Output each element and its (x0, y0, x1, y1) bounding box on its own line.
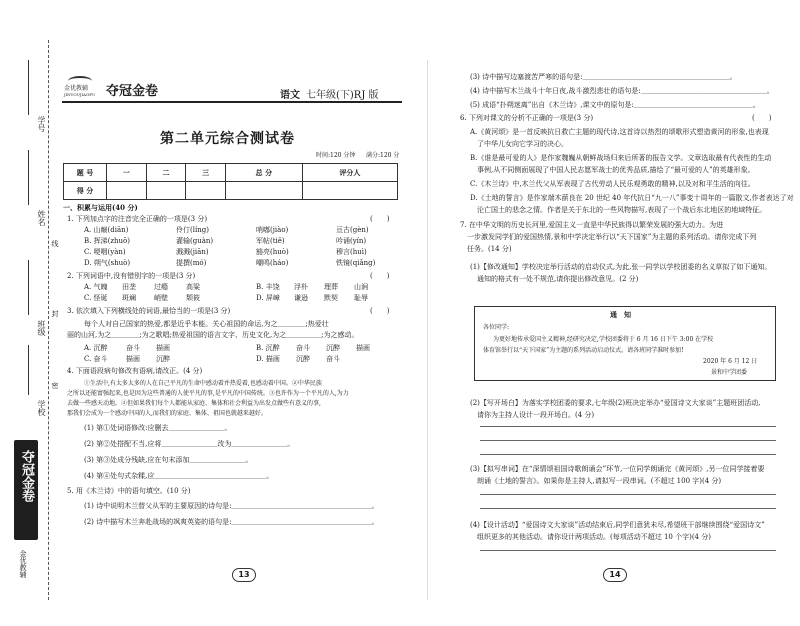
q3-answer-paren[interactable]: ( ) (370, 307, 390, 315)
notice-body-line: 体育馆举行以“天下国家”为主题的系列活动启动仪式。请各班同学准时参加! (483, 347, 684, 354)
notice-body-line: 为更好地传承爱国主义精神,经研究决定,学校团委将于 6 月 16 日下午 3:00 在学校 (493, 336, 714, 343)
brand-logo (62, 76, 172, 100)
q1-opt: 军帖(tiě) (256, 237, 285, 245)
score-cell-3: 三 (186, 164, 226, 182)
exam-title: 第二单元综合测试卷 (160, 131, 295, 147)
q4-passage-line: 去做一些感天动地。④但如果我们每个人都能从家庭、集体和社会利益为出发点做些有意义的事, (67, 400, 321, 407)
notice-date: 2020 年 6 月 12 日 (703, 358, 758, 365)
task-3-text: 朗诵《土地的誓言》。如果你是主持人,请拟写一段串词。(不超过 100 字)(4 分) (470, 477, 722, 485)
q6-opt[interactable]: A.《黄河颂》是一首反映抗日救亡主题的现代诗,这首诗以热烈的颂歌形式塑造黄河的形象,也表现 (470, 128, 769, 136)
q2-opt[interactable]: B. 丰饶 (256, 283, 280, 291)
q2-opt[interactable]: C. 怪诞 (84, 294, 108, 302)
q6-opt: 事例,从不同侧面展现了中国人民志愿军战士的优秀品质,描绘了“最可爱的人”的英雄形象。 (470, 166, 755, 174)
spine-field-line-id (28, 60, 29, 115)
q3-opt: 描画 (156, 344, 170, 352)
q3-passage-line: 每个人对自己国家的热爱,都是近乎本能。关心祖国的命运,为之＿＿＿＿;热爱壮 (84, 320, 329, 328)
score-table-header-row (64, 164, 398, 182)
task-4-text: 组织更多的其他活动。请你设计两项活动。(每项活动不超过 10 个字)(4 分) (470, 533, 711, 541)
notice-greeting: 各位同学: (483, 324, 510, 331)
q3-opt[interactable]: D. 描画 (256, 355, 280, 363)
spine-mark-mi: 密 (51, 382, 59, 389)
q4-sub[interactable]: (4) 第④处句式杂糅,应＿＿＿＿＿＿＿＿＿＿＿＿＿＿＿＿。 (84, 472, 274, 480)
binding-spine (0, 0, 59, 626)
score-cell-2: 二 (146, 164, 186, 182)
score-cell-1: 一 (107, 164, 147, 182)
q3-opt[interactable]: C. 奋斗 (84, 355, 108, 363)
q5b-sub[interactable]: (3) 诗中描写边塞渡苦严寒的语句是:＿＿＿＿＿＿＿＿＿＿＿＿＿＿＿＿＿＿＿＿＿。 (470, 73, 737, 81)
answer-line[interactable] (480, 550, 776, 551)
q7-stem: 7. 在中华文明的历史长河里,爱国主义一直是中华民族得以繁荣发展的强大动力。为进 (460, 221, 724, 229)
brand-small-text: 金优教辅 (64, 85, 89, 92)
q2-opt: 颓筱 (186, 294, 200, 302)
q2-opt: 耻辱 (354, 294, 368, 302)
q4-passage-line: 那我们会成为一个感动中国的人,而我们的家庭、集体、祖国也就越来越好。 (67, 410, 267, 417)
spine-field-line-class (28, 260, 29, 315)
q3-opt: 描画 (126, 355, 140, 363)
q6-opt[interactable]: C.《木兰诗》中,木兰代父从军表现了古代劳动人民乐观勇敢的精神,以及对和平生活的向往。 (470, 180, 755, 188)
spine-label-school: 学校 (37, 400, 46, 416)
q3-opt: 沉醉 (156, 355, 170, 363)
q4-sub[interactable]: (1) 第①处词语修改:应删去＿＿＿＿＿＿＿＿。 (84, 424, 232, 432)
score-input-1[interactable] (107, 182, 147, 200)
section-1-title: 一、积累与运用(40 分) (63, 203, 138, 212)
score-table (63, 163, 398, 200)
q3-opt: 奋斗 (326, 355, 340, 363)
spine-cut-line (48, 40, 49, 600)
q1-opt[interactable]: B. 挥涕(zhuō) (84, 237, 130, 245)
notice-title: 通 知 (610, 310, 631, 319)
q1-opt: 灌输(guàn) (176, 237, 214, 245)
task-4-text: (4)【设计活动】“爱国诗文大家谈”活动结束后,同学们意犹未尽,希望班干部继续围绕“爱国诗文” (470, 521, 765, 529)
q2-opt[interactable]: D. 屏嶂 (256, 294, 280, 302)
answer-line[interactable] (480, 454, 776, 455)
q1-opt[interactable]: A. 山巅(diān) (84, 226, 129, 234)
answer-line[interactable] (480, 508, 776, 509)
q3-opt[interactable]: B. 沉醉 (256, 344, 280, 352)
q3-opt: 描画 (356, 344, 370, 352)
q3-passage-line: 丽的山河,为之＿＿＿＿;为之歌唱;热爱祖国的语言文字、历史文化,为之＿＿＿＿＿;为之感动。 (67, 331, 359, 339)
q1-answer-paren[interactable]: ( ) (370, 215, 390, 223)
q2-answer-paren[interactable]: ( ) (370, 272, 390, 280)
q1-stem: 1. 下列加点字的注音完全正确的一项是(3 分) (67, 215, 208, 223)
spine-brand-small: 金优教辅 (19, 550, 27, 578)
score-input-total[interactable] (225, 182, 302, 200)
q6-opt[interactable]: B.《谁是最可爱的人》是作家魏巍从朝鲜战场归来后所著的报告文学。文章选取最有代表性的生动 (470, 154, 772, 162)
q1-opt: 豁亮(huò) (256, 248, 289, 256)
q1-opt: 亘古(gèn) (336, 226, 369, 234)
q2-opt: 理葬 (324, 283, 338, 291)
answer-line[interactable] (480, 426, 776, 427)
q1-opt: 穆言(huì) (336, 248, 367, 256)
q5b-sub[interactable]: (4) 诗中描写木兰战斗十年日夜,战斗激烈悲壮的语句是:＿＿＿＿＿＿＿＿＿＿＿＿＿＿＿＿＿＿。 (470, 87, 774, 95)
spine-field-line-name (28, 150, 29, 205)
score-cell-label: 题 号 (64, 164, 107, 182)
spine-field-line-school (28, 345, 29, 395)
task-1-text: (1)【修改通知】学校决定举行活动的启动仪式,为此,张一同学以学校团委的名义草拟了如下通知。 (470, 263, 772, 271)
task-2-text: (2)【写开场白】为落实学校团委的要求,七年级(2)班决定举办“爱国诗文大家谈”主题班团活动, (470, 399, 761, 407)
task-3-text: (3)【拟写串词】在“深情颂祖国诗歌朗诵会”环节,一位同学朗诵完《黄河颂》,另一位同学接着要 (470, 465, 765, 473)
exam-time: 时间:120 分钟 (316, 152, 356, 159)
q5-stem: 5. 用《木兰诗》中的语句填空。(10 分) (67, 487, 191, 495)
q4-sub[interactable]: (2) 第②处搭配不当,应将＿＿＿＿＿＿＿＿改为＿＿＿＿＿＿＿＿。 (84, 440, 295, 448)
page-number-left: 13 (232, 568, 256, 582)
answer-line[interactable] (480, 494, 776, 495)
score-input-2[interactable] (146, 182, 186, 200)
q3-opt: 沉醉 (296, 355, 310, 363)
spine-brand-block (14, 440, 38, 540)
q2-opt: 浮朴 (294, 283, 308, 291)
q2-opt: 山涧 (354, 283, 368, 291)
score-input-grader[interactable] (302, 182, 397, 200)
q6-opt: 沦亡国土的悲念之情。作者是关于东北的一些风物描写,表现了一个战后东北地区的地域特征。 (470, 206, 767, 214)
q4-passage-line: ①生活中,有太多太多的人在自己平凡的生命中感动着并热爱着,也感动着中国。②中华民族 (84, 380, 322, 387)
task-1-text: 通知的格式有一处不规范,请你提出修改意见。(2 分) (470, 275, 639, 283)
q3-opt: 沉醉 (326, 344, 340, 352)
spine-label-id: 学号 (37, 116, 46, 132)
brand-title: 夺冠金卷 (106, 84, 159, 99)
exam-full-score: 满分:120 分 (366, 152, 400, 159)
score-input-3[interactable] (186, 182, 226, 200)
q1-opt: 提撰(mó) (176, 259, 207, 267)
spine-brand-title: 夺冠金卷 (19, 450, 34, 502)
q6-answer-paren[interactable]: ( ) (752, 114, 772, 122)
page-divider (427, 60, 428, 600)
q1-opt: 吟诵(yín) (336, 237, 367, 245)
q1-opt: 哨嘟(jiào) (256, 226, 289, 234)
q6-stem: 6. 下列对课文的分析不正确的一项是(3 分) (460, 114, 594, 122)
task-2-text: 请你为主持人设计一段开场白。(4 分) (470, 411, 595, 419)
q5-sub[interactable]: (2) 诗中描写木兰奔赴战场的飒爽英姿的语句是:＿＿＿＿＿＿＿＿＿＿＿＿＿＿＿＿＿＿＿＿。 (84, 518, 379, 526)
brand-pinyin: JINYOUJIAOFU (64, 92, 96, 97)
q4-passage-line: 之所以还能富强起来,也是因为这些普通的人使平凡的事,是平凡的中国传统。③也许作为一个平凡的人,为力 (67, 390, 349, 397)
q2-opt: 高粱 (186, 283, 200, 291)
q2-opt: 谦逊 (294, 294, 308, 302)
q4-stem: 4. 下面语段病句修改有语病,请改正。(4 分) (67, 367, 203, 375)
q3-stem: 3. 依次填入下列横线处的词语,最恰当的一项是(3 分) (67, 307, 231, 315)
q3-opt: 奋斗 (126, 344, 140, 352)
subject-label: 语文 (280, 90, 300, 101)
q1-opt: 溅溅(jiān) (176, 248, 209, 256)
spine-mark-xian: 线 (51, 240, 59, 247)
q2-opt: 田垄 (122, 283, 136, 291)
q7-stem: 任务。(14 分) (460, 245, 512, 253)
q2-opt: 过瘾 (154, 283, 168, 291)
q6-opt: 了中华儿女向它学习的决心。 (470, 140, 568, 148)
q2-opt[interactable]: A. 气魄 (84, 283, 108, 291)
q3-opt[interactable]: A. 沉醉 (84, 344, 108, 352)
spine-label-name: 姓名 (37, 210, 46, 226)
score-table-score-row (64, 182, 398, 200)
q7-stem: 一步激发同学们的爱国热情,景和中学决定举行以“天下国家”为主题的系列活动。请你完成下列 (460, 233, 757, 241)
q3-opt: 奋斗 (296, 344, 310, 352)
q2-stem: 2. 下列词语中,没有错别字的一项是(3 分) (67, 272, 196, 280)
q1-opt[interactable]: D. 朔气(shuò) (84, 259, 131, 267)
q5-sub[interactable]: (1) 诗中说明木兰替父从军的主要原因的诗句是:＿＿＿＿＿＿＿＿＿＿＿＿＿＿＿＿＿＿＿＿。 (84, 502, 379, 510)
notice-box (474, 306, 776, 381)
spine-label-class: 班级 (37, 320, 46, 336)
q5b-sub[interactable]: (5) 成语“扑朔迷离”出自《木兰诗》,课文中的原句是:＿＿＿＿＿＿＿＿＿＿＿＿＿＿＿＿＿。 (470, 101, 760, 109)
q2-opt: 默契 (324, 294, 338, 302)
header-rule-left (62, 101, 402, 103)
q4-sub[interactable]: (3) 第③处成分残缺,应在句末添加＿＿＿＿＿＿＿＿。 (84, 456, 253, 464)
score-cell-total: 总 分 (225, 164, 302, 182)
spine-mark-feng: 封 (51, 310, 59, 317)
score-row-label: 得 分 (64, 182, 107, 200)
notice-signer: 景和中学团委 (711, 369, 748, 376)
q1-opt[interactable]: C. 哽咽(yàn) (84, 248, 126, 256)
grade-label: 七年级(下)RJ 版 (306, 90, 379, 101)
q1-opt: 铁镜(qiǎng) (336, 259, 376, 267)
q2-opt: 斑斓 (122, 294, 136, 302)
q2-opt: 峭壁 (154, 294, 168, 302)
q6-opt[interactable]: D.《土地的誓言》是作家端木蕻良在 20 世纪 40 年代抗日“九一八”事变十周年的一篇散文,作者表达了对 (470, 194, 794, 202)
answer-line[interactable] (480, 440, 776, 441)
page-number-right: 14 (603, 568, 627, 582)
q1-opt: 伶仃(líng) (176, 226, 209, 234)
q1-opt: 嘲鸣(háo) (256, 259, 289, 267)
score-cell-grader: 评分人 (302, 164, 397, 182)
